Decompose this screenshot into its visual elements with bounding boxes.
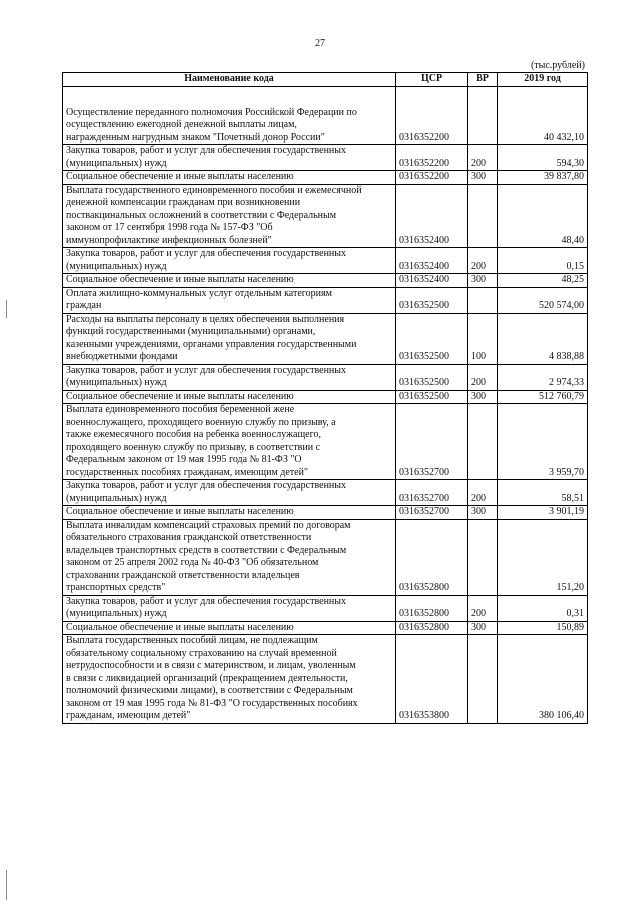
row-name-line: обязательного страхования гражданской ответственности [66, 532, 312, 543]
table-row [63, 506, 588, 520]
header-vr: ВР [468, 73, 498, 87]
row-amount: 40 432,10 [498, 86, 588, 145]
row-name-line: Выплата государственных пособий лицам, не подлежащим [66, 635, 318, 646]
budget-table [62, 72, 588, 724]
row-name-line: казенными учреждениями, органами управления государственными [66, 338, 357, 350]
row-csr: 0316352500 [396, 390, 468, 404]
table-row [63, 145, 588, 171]
row-name [63, 364, 396, 390]
row-csr: 0316352500 [396, 364, 468, 390]
row-name-line: законом от 25 апреля 2002 года № 40-ФЗ "Об обязательном [66, 557, 319, 568]
row-name-line: Федеральным законом от 19 мая 1995 года № 81-ФЗ "О [66, 454, 302, 465]
row-name-line: Оплата жилищно-коммунальных услуг отдельным категориям [66, 287, 332, 299]
row-vr [468, 184, 498, 248]
row-name-line: Выплата единовременного пособия беременной жене [66, 404, 295, 415]
row-name-line: (муниципальных) нужд [66, 492, 167, 504]
row-name-line: граждан [66, 300, 102, 311]
row-csr: 0316352700 [396, 506, 468, 520]
row-amount: 39 837,80 [498, 171, 588, 185]
left-margin-mark [6, 870, 7, 900]
row-name-line: государственных пособиях гражданам, имеющим детей" [66, 466, 309, 478]
table-row [63, 171, 588, 185]
row-name-line: (муниципальных) нужд [66, 608, 167, 619]
units-label: (тыс.рублей) [530, 60, 585, 71]
row-name [63, 595, 396, 621]
row-name-line: Расходы на выплаты персоналу в целях обеспечения выполнения [66, 313, 345, 325]
table-row [63, 595, 588, 621]
row-amount: 0,15 [498, 248, 588, 274]
row-name-line: Социальное обеспечение и иные выплаты населению [66, 274, 294, 285]
row-csr: 0316352700 [396, 404, 468, 480]
row-csr: 0316352400 [396, 274, 468, 288]
row-vr [468, 287, 498, 313]
row-csr: 0316352200 [396, 145, 468, 171]
row-name [63, 480, 396, 506]
row-name [63, 248, 396, 274]
row-name [63, 519, 396, 595]
row-vr [468, 404, 498, 480]
table-row [63, 274, 588, 288]
row-name-line: (муниципальных) нужд [66, 377, 167, 388]
row-name-line: законом от 19 мая 1995 года № 81-ФЗ "О государственных пособиях [66, 697, 358, 709]
row-name-line: иммунопрофилактике инфекционных болезней" [66, 234, 272, 246]
row-name-line: Выплата инвалидам компенсаций страховых премий по договорам [66, 519, 351, 531]
row-vr: 300 [468, 506, 498, 520]
row-name-line: (муниципальных) нужд [66, 260, 167, 272]
row-vr: 200 [468, 248, 498, 274]
row-amount: 4 838,88 [498, 313, 588, 364]
row-csr: 0316352800 [396, 519, 468, 595]
row-vr: 300 [468, 390, 498, 404]
row-name-line: (муниципальных) нужд [66, 157, 167, 169]
header-csr: ЦСР [396, 73, 468, 87]
row-name-line: гражданам, имеющим детей" [66, 710, 191, 721]
row-vr: 200 [468, 595, 498, 621]
row-name-line: награжденным нагрудным знаком "Почетный донор России" [66, 131, 325, 143]
row-amount: 520 574,00 [498, 287, 588, 313]
row-amount: 150,89 [498, 621, 588, 635]
row-name-line: Социальное обеспечение и иные выплаты населению [66, 506, 294, 517]
row-name-line: страховании гражданской ответственности владельцев [66, 569, 300, 581]
row-name [63, 274, 396, 288]
row-vr [468, 519, 498, 595]
table-row [63, 287, 588, 313]
row-csr: 0316353800 [396, 635, 468, 724]
row-name-line: Выплата государственного единовременного пособия и ежемесячной [66, 184, 362, 196]
table-row [63, 404, 588, 480]
row-vr: 300 [468, 621, 498, 635]
row-vr: 200 [468, 364, 498, 390]
row-name-line: полномочий физическими лицами), в соответствии с Федеральным [66, 685, 353, 696]
row-csr: 0316352400 [396, 184, 468, 248]
table-row [63, 313, 588, 364]
row-amount: 594,30 [498, 145, 588, 171]
row-csr: 0316352200 [396, 171, 468, 185]
row-name-line: поствакцинальных осложнений в соответствии с Федеральным [66, 209, 337, 221]
row-amount: 58,51 [498, 480, 588, 506]
row-csr: 0316352800 [396, 621, 468, 635]
row-vr: 200 [468, 480, 498, 506]
table-row [63, 390, 588, 404]
row-amount: 512 760,79 [498, 390, 588, 404]
table-row [63, 86, 588, 145]
table-row [63, 635, 588, 724]
page-number: 27 [315, 38, 325, 49]
row-name-line: Осуществление переданного полномочия Российской Федерации по [66, 106, 357, 118]
row-name-line: Закупка товаров, работ и услуг для обеспечения государственных [66, 145, 347, 156]
table-body [63, 86, 588, 723]
row-name-line: Закупка товаров, работ и услуг для обеспечения государственных [66, 364, 347, 376]
row-csr: 0316352500 [396, 287, 468, 313]
row-amount: 151,20 [498, 519, 588, 595]
row-name-line: денежной компенсации гражданам при возникновении [66, 197, 301, 208]
row-name-line: Социальное обеспечение и иные выплаты населению [66, 390, 294, 402]
row-name [63, 635, 396, 724]
row-name [63, 506, 396, 520]
row-name-line: осуществлению ежегодной денежной выплаты лицам, [66, 119, 297, 130]
row-csr: 0316352400 [396, 248, 468, 274]
row-name [63, 145, 396, 171]
row-name [63, 171, 396, 185]
table-row [63, 519, 588, 595]
row-amount: 380 106,40 [498, 635, 588, 724]
row-name [63, 404, 396, 480]
row-csr: 0316352500 [396, 313, 468, 364]
row-name [63, 621, 396, 635]
row-amount: 0,31 [498, 595, 588, 621]
row-name-line: обязательному социальному страхованию на случай временной [66, 647, 337, 659]
row-vr [468, 635, 498, 724]
row-amount: 3 901,19 [498, 506, 588, 520]
row-name-line: владельцев транспортных средств в соответствии с Федеральным [66, 544, 347, 556]
header-name: Наименование кода [63, 73, 396, 87]
row-csr: 0316352700 [396, 480, 468, 506]
row-name-line: транспортных средств" [66, 582, 166, 593]
row-name-line: также ежемесячного пособия на ребенка военнослужащего, [66, 429, 321, 440]
row-name-line: Закупка товаров, работ и услуг для обеспечения государственных [66, 480, 347, 491]
row-csr: 0316352800 [396, 595, 468, 621]
row-vr: 300 [468, 274, 498, 288]
row-vr [468, 86, 498, 145]
row-name [63, 313, 396, 364]
row-amount: 2 974,33 [498, 364, 588, 390]
row-csr: 0316352200 [396, 86, 468, 145]
table-row [63, 480, 588, 506]
row-name-line: функций государственными (муниципальными) органами, [66, 326, 316, 337]
row-vr: 100 [468, 313, 498, 364]
table-row [63, 184, 588, 248]
row-name-line: Закупка товаров, работ и услуг для обеспечения государственных [66, 248, 347, 259]
row-name-line: внебюджетными фондами [66, 351, 178, 362]
row-name-line: Закупка товаров, работ и услуг для обеспечения государственных [66, 595, 347, 607]
row-name-line: Социальное обеспечение и иные выплаты населению [66, 171, 294, 182]
header-year: 2019 год [498, 73, 588, 87]
row-name-line: Социальное обеспечение и иные выплаты населению [66, 621, 294, 633]
row-vr: 300 [468, 171, 498, 185]
table-row [63, 364, 588, 390]
left-margin-mark [6, 300, 7, 318]
table-header-row [63, 73, 588, 87]
row-name [63, 184, 396, 248]
table-row [63, 621, 588, 635]
row-name-line: проходящего военную службу по призыву, в соответствии с [66, 441, 321, 453]
row-amount: 3 959,70 [498, 404, 588, 480]
row-name [63, 86, 396, 145]
table-row [63, 248, 588, 274]
row-name-line: в связи с ликвидацией организаций (прекращением деятельности, [66, 672, 348, 684]
row-name [63, 390, 396, 404]
row-name [63, 287, 396, 313]
row-vr: 200 [468, 145, 498, 171]
row-name-line: нетрудоспособности и в связи с материнством, и лицам, уволенным [66, 660, 356, 671]
row-amount: 48,40 [498, 184, 588, 248]
row-amount: 48,25 [498, 274, 588, 288]
row-name-line: военнослужащего, проходящего военную службу по призыву, а [66, 416, 336, 428]
row-name-line: законом от 17 сентября 1998 года № 157-ФЗ "Об [66, 222, 273, 233]
